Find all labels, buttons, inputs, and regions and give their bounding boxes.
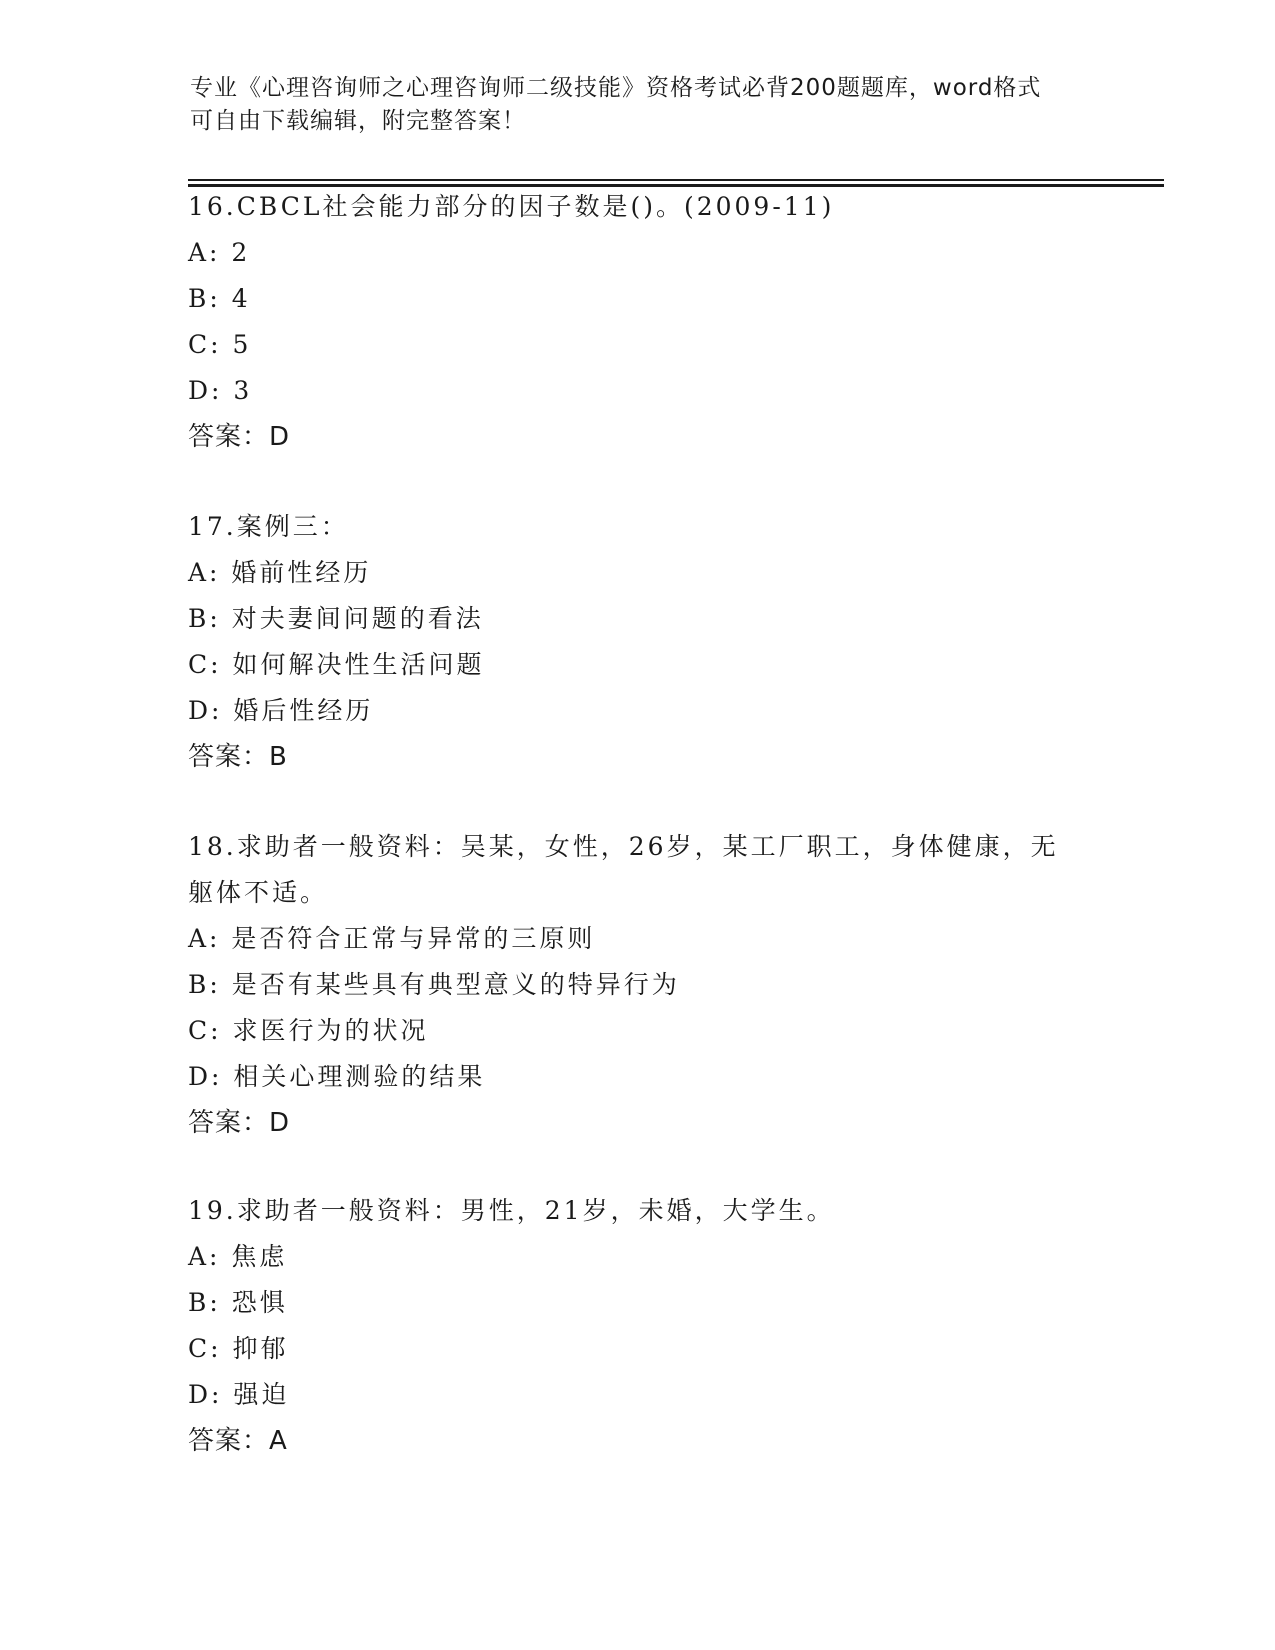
question-19	[188, 1188, 1108, 1464]
option-c: C: 5	[188, 330, 252, 359]
option-d: D: 强迫	[188, 1380, 290, 1409]
option-b: B: 4	[188, 284, 251, 313]
option-a: A: 焦虑	[188, 1242, 288, 1271]
header-line-2: 可自由下载编辑，附完整答案！	[190, 108, 526, 134]
question-stem: 16.CBCL社会能力部分的因子数是()。(2009-11)	[188, 192, 835, 221]
option-c: C: 求医行为的状况	[188, 1016, 429, 1045]
question-stem: 17.案例三：	[188, 512, 349, 541]
option-c: C: 如何解决性生活问题	[188, 650, 485, 679]
header-line-1: 专业《心理咨询师之心理咨询师二级技能》资格考试必背200题题库，word格式	[190, 75, 1042, 101]
option-c: C: 抑郁	[188, 1334, 289, 1363]
option-b: B: 恐惧	[188, 1288, 288, 1317]
answer-label: 答案：B	[188, 742, 288, 772]
option-b: B: 是否有某些具有典型意义的特异行为	[188, 970, 680, 999]
question-18	[188, 824, 1108, 1146]
question-16	[188, 184, 1108, 460]
option-d: D: 3	[188, 376, 253, 405]
question-stem-line-1: 18.求助者一般资料：吴某，女性，26岁，某工厂职工，身体健康，无	[188, 832, 1059, 861]
option-d: D: 相关心理测验的结果	[188, 1062, 486, 1091]
option-d: D: 婚后性经历	[188, 696, 374, 725]
question-stem: 19.求助者一般资料：男性，21岁，未婚，大学生。	[188, 1196, 835, 1225]
document-header	[190, 72, 1090, 138]
question-stem-line-2: 躯体不适。	[188, 878, 329, 907]
option-b: B: 对夫妻间问题的看法	[188, 604, 484, 633]
option-a: A: 是否符合正常与异常的三原则	[188, 924, 596, 953]
answer-label: 答案：D	[188, 1108, 291, 1138]
option-a: A: 2	[188, 238, 251, 267]
question-17	[188, 504, 1108, 780]
option-a: A: 婚前性经历	[188, 558, 372, 587]
answer-label: 答案：A	[188, 1426, 288, 1456]
header-divider-thin	[188, 179, 1164, 181]
answer-label: 答案：D	[188, 422, 291, 452]
